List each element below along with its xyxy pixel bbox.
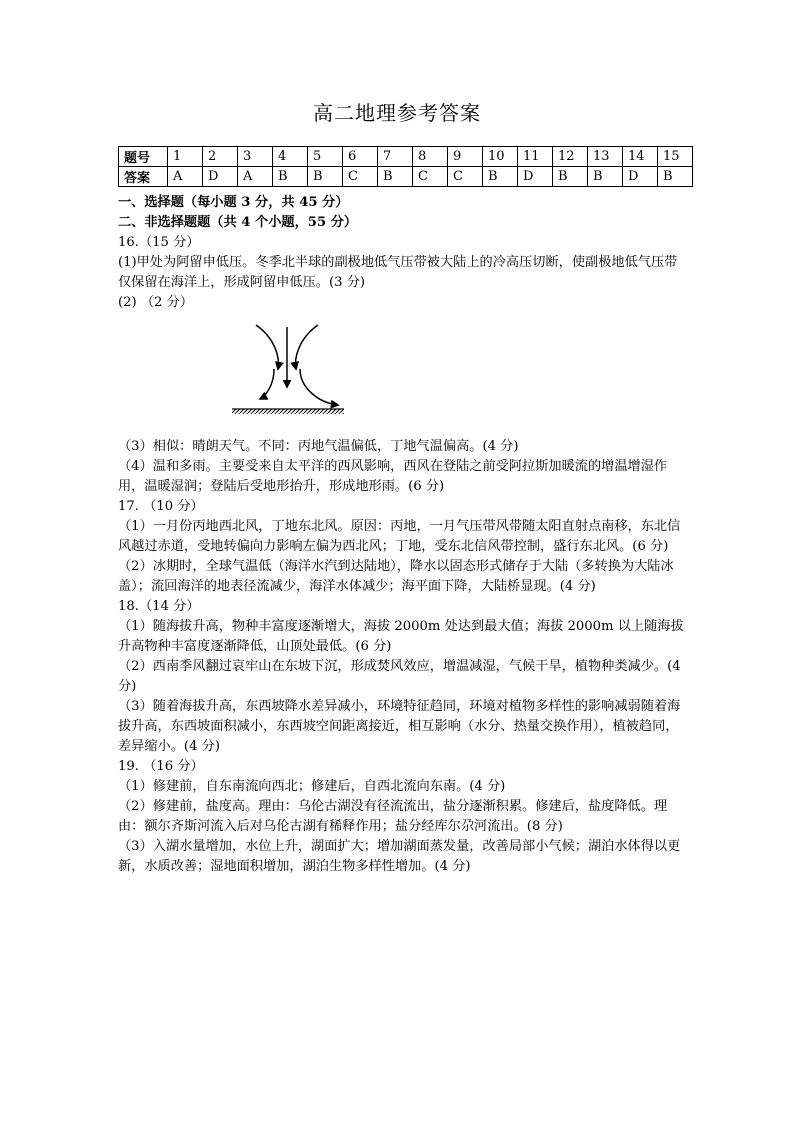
answer-cell: C: [413, 167, 448, 187]
answer-cell: B: [308, 167, 343, 187]
answer-paragraph: （2）修建前，盐度高。理由：乌伦古湖没有径流流出，盐分逐渐积累。修建后，盐度降低。理由：额尔齐斯河流入后对乌伦古湖有稀释作用；盐分经库尔尕河流出。(8 分): [118, 799, 668, 834]
page-title: 高二地理参考答案: [313, 101, 481, 125]
answer-paragraph: （4）温和多雨。主要受来自太平洋的西风影响，西风在登陆之前受阿拉斯加暖流的增温增湿作用，温暖湿润；登陆后受地形抬升，形成地形雨。(6 分): [118, 459, 668, 494]
question-number: 2: [203, 147, 238, 167]
question-number: 3: [238, 147, 273, 167]
answer-cell: A: [168, 167, 203, 187]
answer-paragraph: （2）西南季风翻过哀牢山在东坡下沉，形成焚风效应，增温减湿，气候干旱，植物种类减少。(4 分): [118, 659, 681, 694]
question-number: 14: [623, 147, 658, 167]
question-number: 10: [483, 147, 518, 167]
descending-airflow-diagram-icon: [228, 317, 348, 427]
question-number: 6: [343, 147, 378, 167]
answer-cell: A: [238, 167, 273, 187]
question-heading: 17. （10 分）: [118, 499, 204, 514]
answer-paragraph: （1）随海拔升高，物种丰富度逐渐增大，海拔 2000m 处达到最大值；海拔 2000m 以上随海拔升高物种丰富度逐渐降低，山顶处最低。(6 分): [118, 619, 684, 654]
answer-cell: B: [553, 167, 588, 187]
answer-paragraph: （3）随着海拔升高，东西坡降水差异减小，环境特征趋同，环境对植物多样性的影响减弱随着海拔升高，东西坡面积减小，东西坡空间距离接近，相互影响（水分、热量交换作用），植被趋同，差异缩小。(4 分): [118, 699, 681, 754]
question-number: 9: [448, 147, 483, 167]
answer-paragraph: （2）冰期时，全球气温低（海洋水汽到达陆地），降水以固态形式储存于大陆（多转换为大陆冰盖）；流回海洋的地表径流减少，海洋水体减少；海平面下降，大陆桥显现。(4 分): [118, 559, 674, 594]
question-number: 7: [378, 147, 413, 167]
question-heading: 19. （16 分）: [118, 759, 204, 774]
answer-paragraph: （3）入湖水量增加，水位上升，湖面扩大；增加湖面蒸发量，改善局部小气候；湖泊水体得以更新，水质改善；湿地面积增加，湖泊生物多样性增加。(4 分): [118, 839, 681, 874]
answer-cell: B: [378, 167, 413, 187]
question-number: 15: [658, 147, 693, 167]
question-number: 1: [168, 147, 203, 167]
question-number: 8: [413, 147, 448, 167]
answer-paragraph: （1）一月份丙地西北风，丁地东北风。原因：丙地，一月气压带风带随太阳直射点南移，东北信风越过赤道，受地转偏向力影响左偏为西北风；丁地，受东北信风带控制，盛行东北风。(6 分): [118, 519, 681, 554]
answer-table: [118, 146, 693, 187]
answer-paragraph: （1）修建前，自东南流向西北；修建后，自西北流向东南。(4 分): [118, 779, 506, 794]
answer-body: [118, 193, 686, 877]
answer-paragraph: （3）相似：晴朗天气。不同：丙地气温偏低，丁地气温偏高。(4 分): [118, 439, 519, 454]
answer-row: [119, 167, 693, 187]
answer-cell: C: [343, 167, 378, 187]
answer-paragraph: (2) （2 分）: [118, 295, 194, 310]
question-number: 12: [553, 147, 588, 167]
answer-cell: B: [588, 167, 623, 187]
section-heading: 二、非选择题题（共 4 个小题，55 分）: [118, 215, 358, 230]
answer-cell: D: [623, 167, 658, 187]
question-number: 4: [273, 147, 308, 167]
section-heading: 一、选择题（每小题 3 分，共 45 分）: [118, 195, 349, 210]
question-number: 11: [518, 147, 553, 167]
question-heading: 16.（15 分）: [118, 235, 200, 250]
row-header-number: 题号: [119, 147, 168, 167]
answer-paragraph: (1)甲处为阿留申低压。冬季北半球的副极地低气压带被大陆上的冷高压切断，使副极地低气压带仅保留在海洋上，形成阿留申低压。(3 分): [118, 255, 678, 290]
question-number-row: [119, 147, 693, 167]
answer-cell: C: [448, 167, 483, 187]
answer-cell: D: [203, 167, 238, 187]
row-header-answer: 答案: [119, 167, 168, 187]
question-number: 13: [588, 147, 623, 167]
answer-cell: B: [483, 167, 518, 187]
answer-cell: B: [658, 167, 693, 187]
answer-cell: D: [518, 167, 553, 187]
answer-cell: B: [273, 167, 308, 187]
question-number: 5: [308, 147, 343, 167]
question-heading: 18.（14 分）: [118, 599, 200, 614]
